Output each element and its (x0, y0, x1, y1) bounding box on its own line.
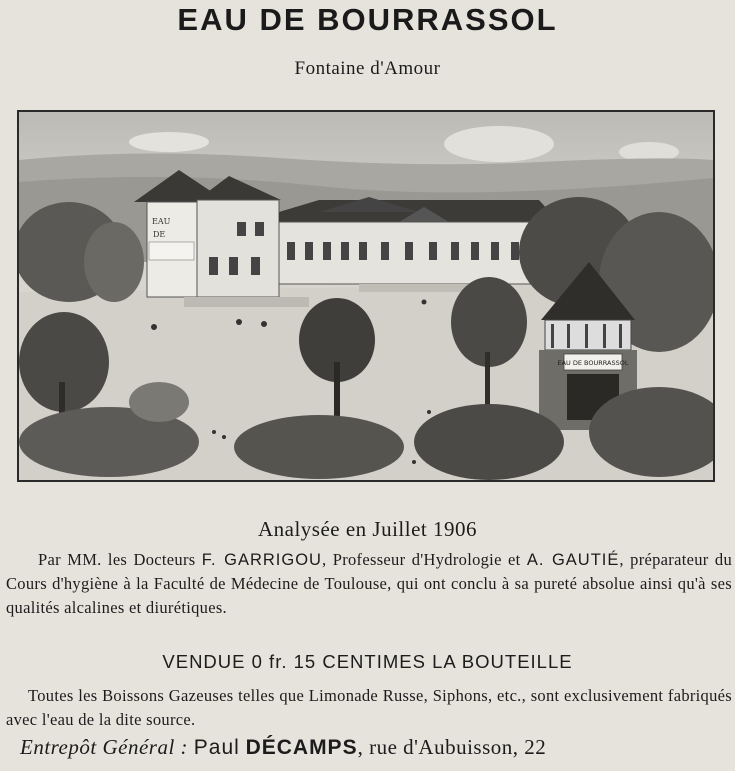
para-rest: , préparateur du Cours d'hygiène à la Faculté de Médecine de Toulouse, qui ont conclu à sa pureté absolue ainsi qu'à ses qualités alcalines et diurétiques. (6, 550, 732, 617)
analysis-heading: Analysée en Juillet 1906 (257, 517, 478, 541)
svg-text:DE: DE (153, 230, 166, 239)
beverages-paragraph: Toutes les Boissons Gazeuses telles que Limonade Russe, Siphons, etc., sont exclusivement fabriqués avec l'eau de la dite source. (6, 686, 732, 729)
page-title: EAU DE BOURRASSOL (177, 2, 558, 37)
spring-illustration (17, 110, 715, 482)
depot-last-name: DÉCAMPS (245, 736, 358, 759)
analysis-paragraph (6, 548, 732, 620)
doctor-2-name: A. GAUTIÉ (526, 551, 620, 569)
kiosk-sign: EAU DE BOURRASSOL (557, 359, 629, 367)
para-prefix: Par MM. les Docteurs (38, 550, 202, 569)
svg-text:EAU: EAU (152, 217, 171, 226)
doctor-1-name: F. GARRIGOU (201, 551, 322, 569)
price-line: VENDUE 0 fr. 15 CENTIMES LA BOUTEILLE (162, 651, 573, 672)
depot-address: , rue d'Aubuisson, 22 (357, 735, 547, 759)
depot-label: Entrepôt Général : (20, 735, 189, 759)
para-mid: , Professeur d'Hydrologie et (321, 550, 527, 569)
general-depot-line (20, 735, 735, 760)
spa-landscape-picture (19, 112, 713, 480)
depot-first-name: Paul (193, 736, 240, 759)
page-subtitle: Fontaine d'Amour (294, 58, 441, 79)
